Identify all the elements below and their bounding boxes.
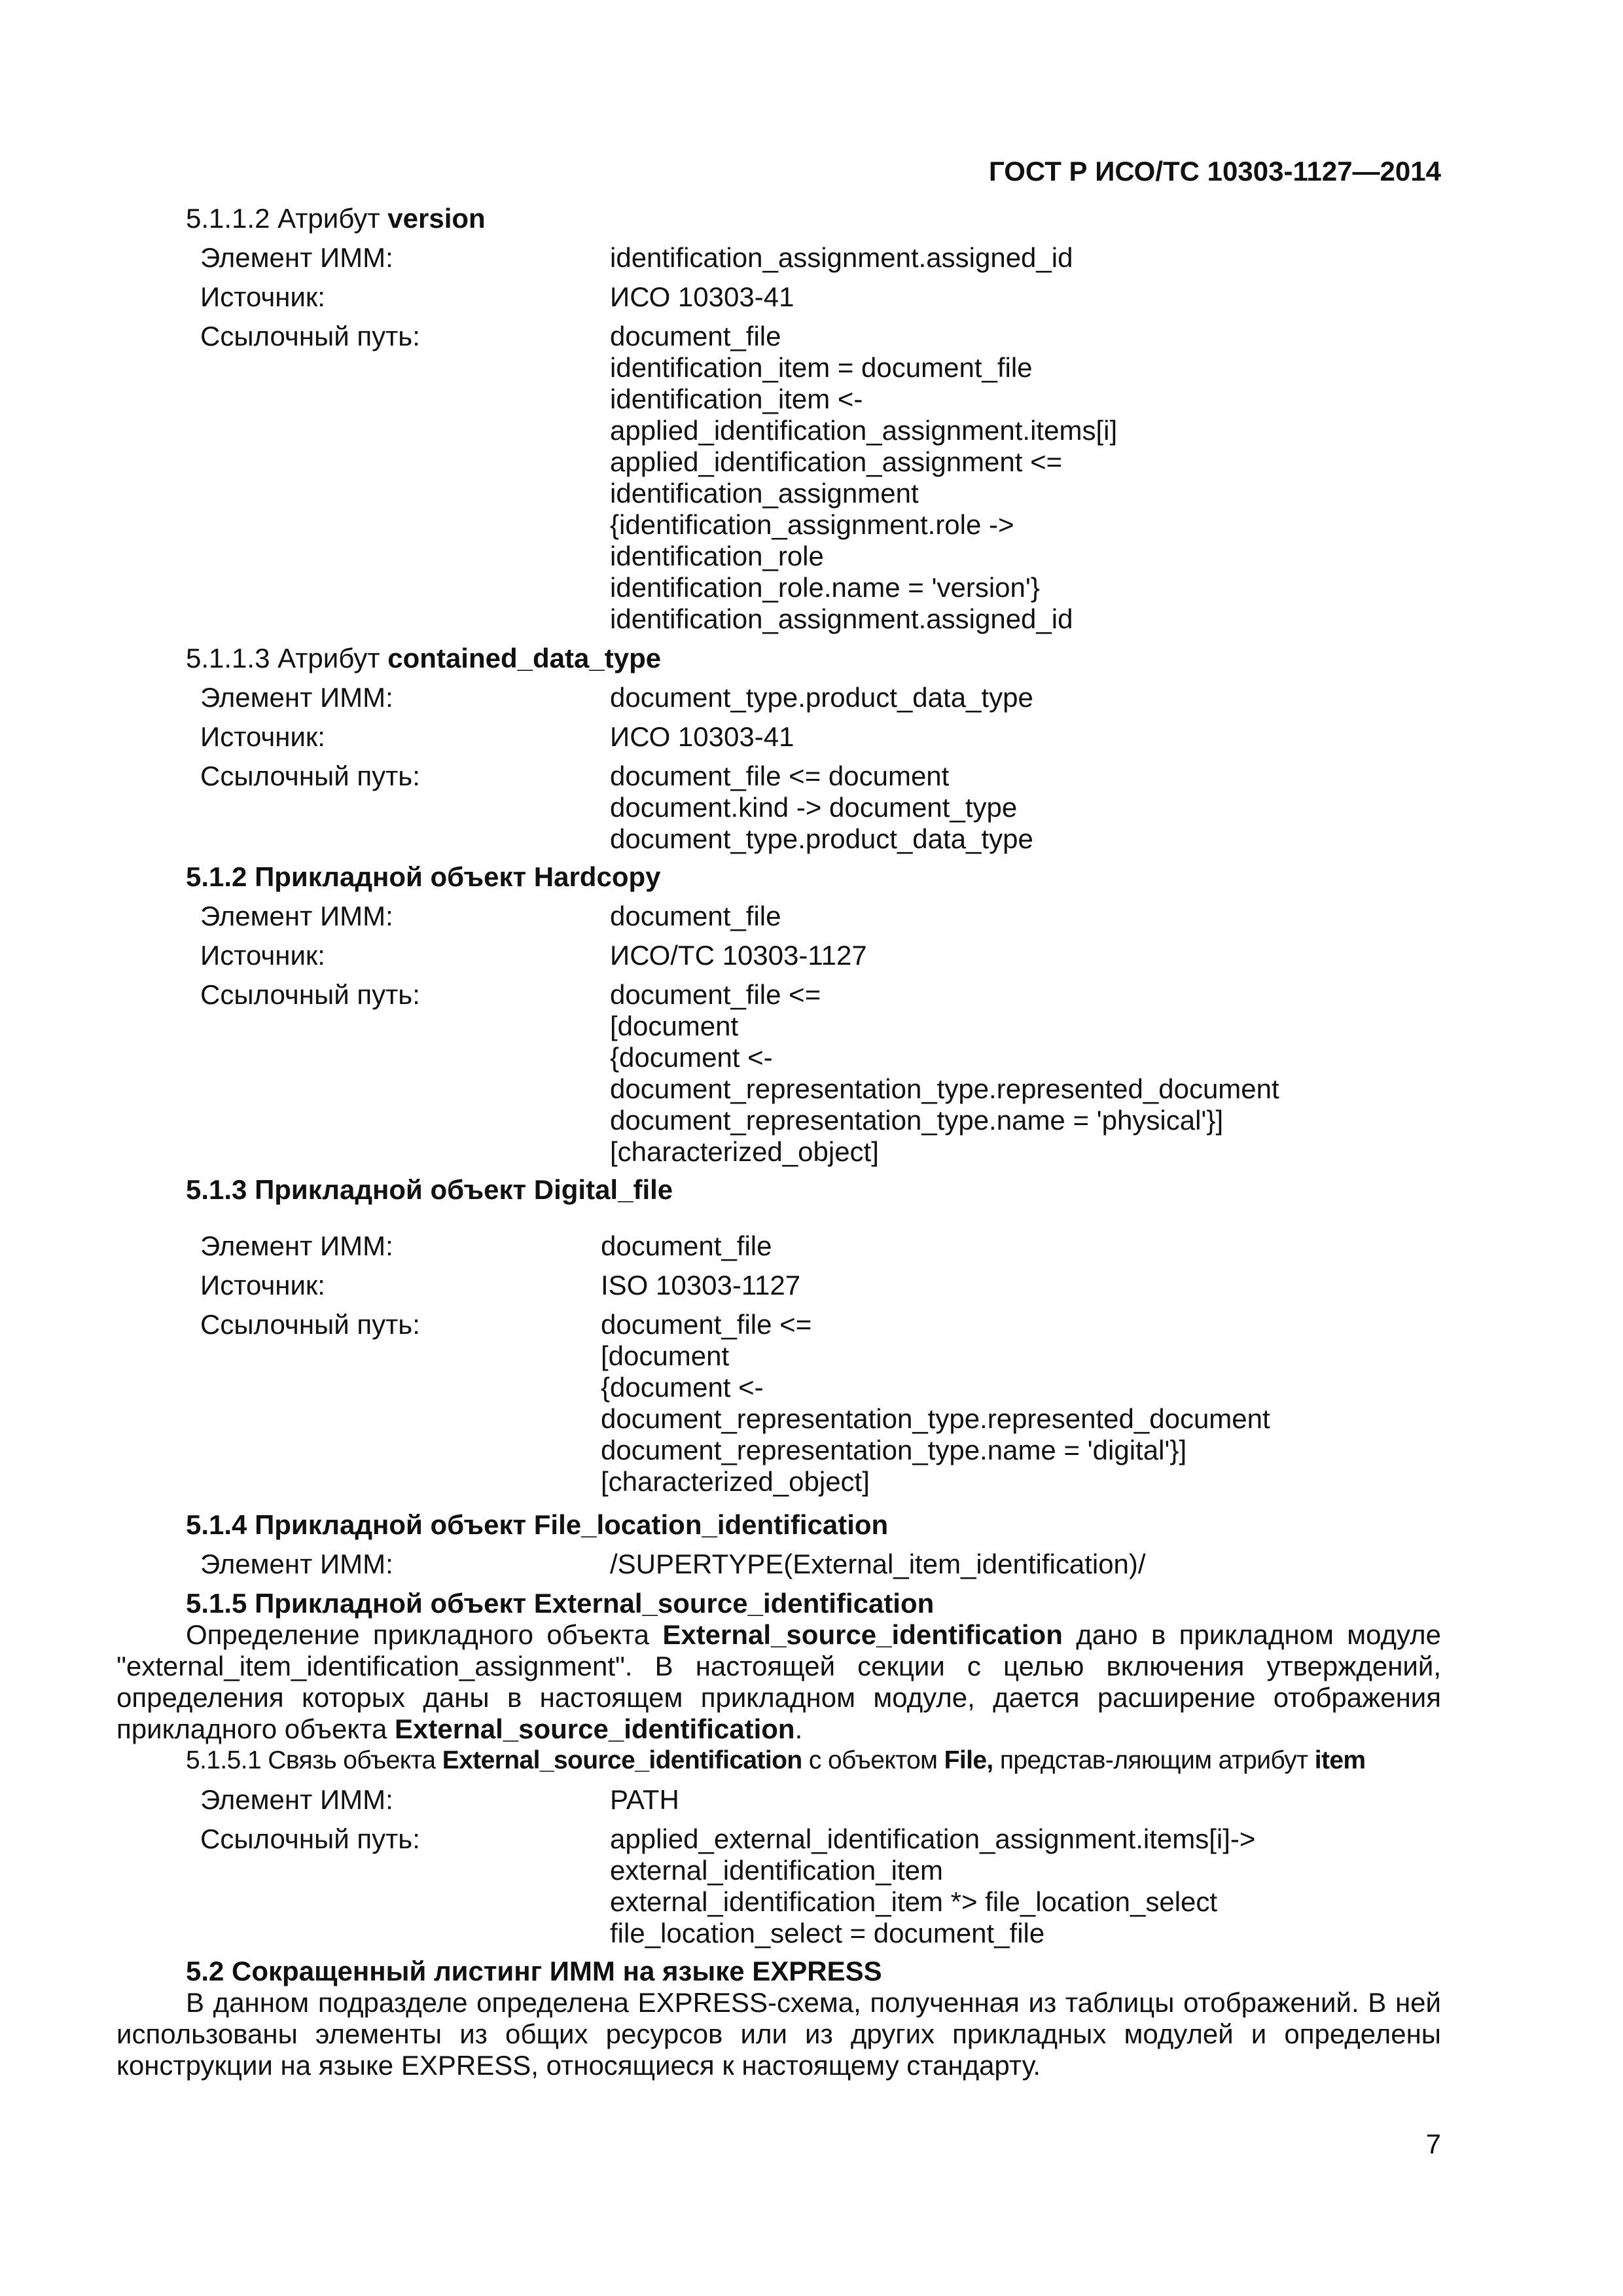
heading-5-1-5-1: 5.1.5.1 Связь объекта External_source_identification с объектом File, представ-ляющим атрибут item	[186, 1746, 1366, 1774]
path-line: document_representation_type.represented_document	[610, 1073, 1279, 1104]
value-element: identification_assignment.assigned_id	[610, 242, 1073, 273]
heading-5-1-1-2: 5.1.1.2 Атрибут version	[186, 203, 486, 234]
label-element: Элемент ИММ:	[200, 242, 393, 273]
label-path: Ссылочный путь:	[200, 1309, 420, 1340]
value-source: ИСО/ТС 10303-1127	[610, 940, 867, 971]
paragraph-5-1-5: Определение прикладного объекта External_source_identification дано в прикладном модуле "external_item_identification_assignment". В настоящей секции с целью включения утверждений, определения которых даны в настоящем прикладном модуле, дается расширение отображения прикладного объекта External_source_identification.	[116, 1619, 1442, 1744]
path-line: document_file <=	[601, 1309, 812, 1340]
page-number: 7	[1425, 2128, 1441, 2159]
path-line: identification_assignment.assigned_id	[610, 603, 1073, 634]
value-path	[601, 1309, 1270, 1498]
path-line: [document	[601, 1340, 730, 1371]
path-line: file_location_select = document_file	[610, 1918, 1045, 1948]
value-source: ИСО 10303-41	[610, 281, 794, 312]
heading-5-1-5: 5.1.5 Прикладной объект External_source_identification	[186, 1588, 935, 1619]
heading-5-1-4: 5.1.4 Прикладной объект File_location_identification	[186, 1509, 889, 1540]
value-element: document_type.product_data_type	[610, 682, 1033, 713]
path-line: document_type.product_data_type	[610, 823, 1033, 854]
label-source: Источник:	[200, 281, 325, 312]
paragraph-5-2: В данном подразделе определена EXPRESS-схема, полученная из таблицы отображений. В ней использованы элементы из общих ресурсов или из других прикладных модулей и определены конструкции на языке EXPRESS, относящиеся к настоящему стандарту.	[116, 1987, 1441, 2081]
path-line: applied_identification_assignment <=	[610, 446, 1063, 477]
value-source: ИСО 10303-41	[610, 721, 794, 752]
label-element: Элемент ИММ:	[200, 1784, 393, 1815]
path-line: identification_item = document_file	[610, 352, 1033, 383]
label-source: Источник:	[200, 1270, 325, 1300]
path-line: document_representation_type.represented_document	[601, 1403, 1270, 1434]
label-path: Ссылочный путь:	[200, 979, 420, 1010]
value-element: document_file	[610, 901, 781, 931]
path-line: document.kind -> document_type	[610, 792, 1018, 823]
value-path	[610, 761, 1033, 855]
value-element: document_file	[601, 1230, 772, 1261]
heading-5-1-2: 5.1.2 Прикладной объект Hardcopy	[186, 861, 661, 892]
path-line: {document <-	[601, 1372, 764, 1403]
path-line: document_file <=	[610, 979, 821, 1010]
value-element: PATH	[610, 1784, 679, 1815]
label-path: Ссылочный путь:	[200, 321, 420, 351]
path-line: applied_identification_assignment.items[i]	[610, 415, 1118, 446]
path-line: identification_assignment	[610, 478, 919, 509]
document-header: ГОСТ Р ИСО/ТС 10303-1127—2014	[988, 156, 1441, 187]
label-source: Источник:	[200, 940, 325, 971]
label-source: Источник:	[200, 721, 325, 752]
path-line: identification_role	[610, 541, 824, 571]
path-line: document_file <= document	[610, 761, 950, 791]
path-line: applied_external_identification_assignment.items[i]->	[610, 1823, 1256, 1854]
value-source: ISO 10303-1127	[601, 1270, 801, 1300]
path-line: document_representation_type.name = 'physical'}]	[610, 1105, 1224, 1136]
path-line: [characterized_object]	[610, 1136, 879, 1167]
path-line: [document	[610, 1011, 739, 1041]
path-line: document_representation_type.name = 'digital'}]	[601, 1435, 1187, 1465]
label-element: Элемент ИММ:	[200, 901, 393, 931]
heading-5-2: 5.2 Сокращенный листинг ИММ на языке EXPRESS	[186, 1956, 882, 1986]
label-element: Элемент ИММ:	[200, 1549, 393, 1579]
label-path: Ссылочный путь:	[200, 1823, 420, 1854]
path-line: identification_item <-	[610, 384, 863, 414]
label-element: Элемент ИММ:	[200, 682, 393, 713]
label-element: Элемент ИММ:	[200, 1230, 393, 1261]
path-line: {document <-	[610, 1042, 773, 1073]
label-path: Ссылочный путь:	[200, 761, 420, 791]
path-line: external_identification_item *> file_location_select	[610, 1886, 1218, 1917]
value-element: /SUPERTYPE(External_item_identification)/	[610, 1549, 1146, 1579]
heading-5-1-3: 5.1.3 Прикладной объект Digital_file	[186, 1174, 673, 1205]
path-line: {identification_assignment.role ->	[610, 509, 1014, 540]
value-path	[610, 321, 1117, 635]
heading-5-1-1-3: 5.1.1.3 Атрибут contained_data_type	[186, 643, 662, 673]
path-line: [characterized_object]	[601, 1466, 870, 1497]
value-path	[610, 1823, 1255, 1949]
path-line: external_identification_item	[610, 1855, 943, 1886]
value-path	[610, 979, 1279, 1168]
path-line: identification_role.name = 'version'}	[610, 572, 1040, 603]
path-line: document_file	[610, 321, 781, 351]
